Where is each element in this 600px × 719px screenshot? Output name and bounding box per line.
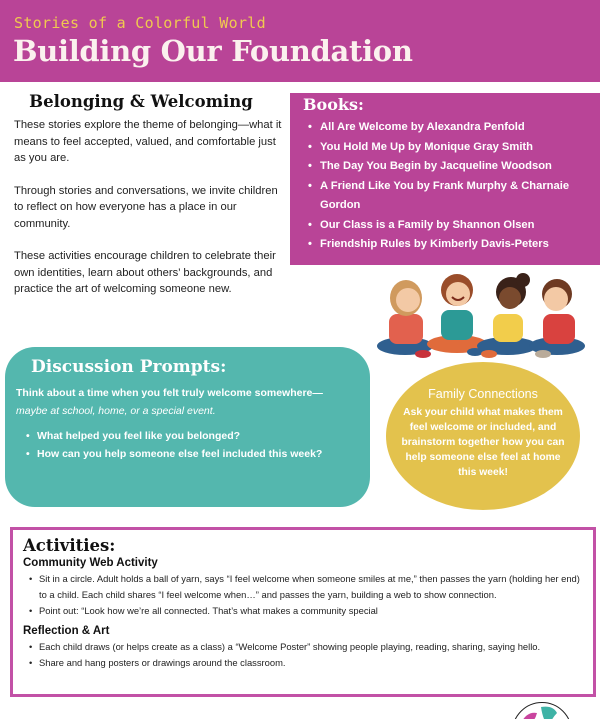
discussion-item: • What helped you feel like you belonged? [15, 427, 360, 445]
activity-item: • Point out: “Look how we’re all connected. That’s what makes a community special [23, 603, 583, 619]
activity-list-community-web [23, 571, 583, 619]
child-1-figure [377, 280, 433, 358]
series-title: Stories of a Colorful World [14, 14, 266, 32]
page-header [0, 0, 600, 82]
family-heading: Family Connections [428, 387, 538, 401]
discussion-intro [16, 384, 360, 420]
discussion-intro-italic: maybe at school, home, or a special event. [16, 405, 216, 417]
activity-list-reflection-art [23, 639, 583, 671]
book-item: • The Day You Begin by Jacqueline Woodson [300, 157, 590, 177]
books-panel [290, 93, 600, 265]
discussion-heading: Discussion Prompts: [31, 357, 227, 377]
activity-title-reflection-art: Reflection & Art [23, 625, 110, 637]
book-item: • Our Class is a Family by Shannon Olsen [300, 216, 590, 236]
page-title: Building Our Foundation [13, 34, 413, 68]
discussion-intro-bold: Think about a time when you felt truly welcome somewhere— [16, 387, 323, 399]
activity-item: • Sit in a circle. Adult holds a ball of yarn, says “I feel welcome when someone smiles at me,” then passes the yarn (holding her end) to a child. Each child shares “I feel welcome when…” and passes the yarn, building a web to show connection. [23, 571, 583, 603]
intro-paragraph: Through stories and conversations, we invite children to reflect on how everyone has a place in our community. [14, 184, 278, 230]
activities-heading: Activities: [23, 536, 116, 555]
discussion-item: • How can you help someone else feel included this week? [15, 445, 360, 463]
children-illustration [375, 268, 590, 363]
intro-section [14, 92, 284, 314]
books-list [300, 118, 590, 255]
book-item: • All Are Welcome by Alexandra Penfold [300, 118, 590, 138]
intro-paragraph: These activities encourage children to celebrate their own identities, learn about others’ backgrounds, and practice the art of welcoming someone new. [14, 250, 276, 295]
discussion-list [15, 427, 360, 463]
intro-heading: Belonging & Welcoming [29, 92, 253, 111]
family-text: Ask your child what makes them feel welcome or included, and brainstorm together how you can help someone else feel at home this week! [401, 407, 565, 478]
family-connections-bubble [386, 362, 580, 510]
activities-panel [10, 527, 596, 697]
globe-logo-icon [512, 702, 572, 719]
books-heading: Books: [303, 95, 364, 114]
discussion-prompts-panel [5, 347, 370, 507]
activity-item: • Each child draws (or helps create as a class) a “Welcome Poster” showing people playing, reading, sharing, saying hello. [23, 639, 583, 655]
child-4-figure [529, 279, 585, 358]
intro-paragraph: These stories explore the theme of belonging—what it means to feel accepted, valued, and comfortable just as you are. [14, 119, 282, 164]
book-item: • A Friend Like You by Frank Murphy & Charnaie Gordon [300, 177, 590, 216]
activity-item: • Share and hang posters or drawings around the classroom. [23, 655, 583, 671]
activity-title-community-web: Community Web Activity [23, 557, 158, 569]
book-item: • You Hold Me Up by Monique Gray Smith [300, 138, 590, 158]
child-3-figure [477, 273, 537, 358]
book-item: • Friendship Rules by Kimberly Davis-Peters [300, 235, 590, 255]
